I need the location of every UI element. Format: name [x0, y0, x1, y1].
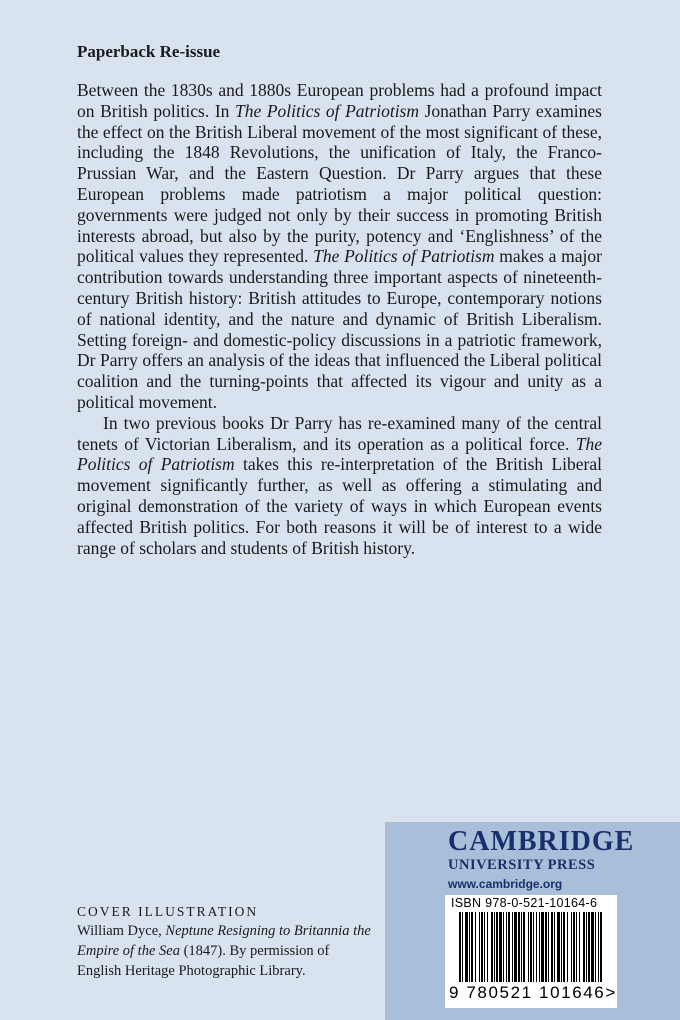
- isbn-barcode: [445, 895, 617, 1008]
- barcode-stripe: [499, 912, 502, 982]
- barcode-stripe: [579, 912, 580, 982]
- isbn-number: 9 780521 101646: [449, 983, 606, 1002]
- publisher-url: www.cambridge.org: [448, 877, 563, 891]
- barcode-stripe: [551, 912, 553, 982]
- barcode-stripe: [479, 912, 480, 982]
- barcode-stripe: [469, 912, 470, 982]
- barcode-stripe: [530, 912, 532, 982]
- barcode-stripe: [528, 912, 529, 982]
- barcode-stripe: [484, 912, 485, 982]
- cover-illustration-credit: [77, 903, 377, 981]
- barcode-stripe: [462, 912, 463, 982]
- barcode-stripe: [471, 912, 473, 982]
- book-title-2: The Politics of Patriotism: [313, 246, 495, 267]
- barcode-stripe: [583, 912, 585, 982]
- paragraph-2: [77, 413, 602, 559]
- isbn-digits: [449, 983, 617, 1003]
- barcode-stripe: [595, 912, 596, 982]
- publisher-panel: [385, 822, 680, 1020]
- barcode-stripe: [600, 912, 602, 982]
- barcode-stripe: [541, 912, 544, 982]
- barcode-stripe: [481, 912, 483, 982]
- barcode-stripe: [567, 912, 568, 982]
- barcode-stripe: [536, 912, 537, 982]
- barcode-stripe: [514, 912, 517, 982]
- barcode-stripe: [598, 912, 599, 982]
- barcode-stripe: [503, 912, 504, 982]
- barcode-stripe: [521, 912, 522, 982]
- barcode-stripe: [554, 912, 555, 982]
- barcode-stripe: [523, 912, 525, 982]
- barcode-stripe: [512, 912, 513, 982]
- paragraph-1-tail: makes a major contribution towards understanding three important aspects of nineteenth-century British history: British attitudes to Europe, contemporary notions of national identity, and the nature and dynamic of British Liberalism. Setting foreign- and domestic-policy discussions in a patriotic framework, Dr Parry offers an analysis of the ideas that influenced the Liberal political coalition and the turning-points that affected its vigour and unity as a political movement.: [77, 246, 602, 412]
- barcode-stripe: [475, 912, 476, 982]
- barcode-stripe: [487, 912, 488, 982]
- paragraph-1-lead: Between the 1830s and 1880s European problems had a profound impact on British politics. In: [77, 80, 602, 121]
- barcode-stripe: [506, 912, 507, 982]
- barcode-stripe: [561, 912, 562, 982]
- cover-artist: William Dyce,: [77, 923, 166, 939]
- barcode-stripe: [491, 912, 493, 982]
- barcode-stripe: [563, 912, 565, 982]
- cover-credit-text: [77, 921, 377, 981]
- barcode-stripe: [518, 912, 520, 982]
- barcode-stripe: [465, 912, 468, 982]
- barcode-stripe: [548, 912, 549, 982]
- barcode-arrow: >: [605, 983, 617, 1002]
- barcode-stripe: [533, 912, 534, 982]
- book-title-1: The Politics of Patriotism: [235, 100, 420, 121]
- barcode-stripe: [591, 912, 594, 982]
- description-text: [77, 80, 602, 558]
- barcode-stripe: [508, 912, 510, 982]
- cover-painting-title: Neptune Resigning to Britannia the Empire of the Sea: [77, 923, 371, 959]
- barcode-stripe: [557, 912, 560, 982]
- paragraph-1: [77, 80, 602, 413]
- publisher-subtitle: UNIVERSITY PRESS: [448, 857, 596, 873]
- barcode-stripe: [496, 912, 498, 982]
- barcode-stripe: [576, 912, 577, 982]
- barcode-stripe: [588, 912, 590, 982]
- paragraph-1-mid: Jonathan Parry examines the effect on the British Liberal movement of the most significant of these, including the 1848 Revolutions, the unification of Italy, the Franco-Prussian War, and the Eastern Question. Dr Parry argues that these European problems made patriotism a major political question: governments were judged not only by their success in promoting British interests abroad, but also by the purity, potency and ‘Englishness’ of the political values they represented.: [77, 100, 602, 267]
- section-heading: Paperback Re-issue: [77, 42, 221, 61]
- cover-label: COVER ILLUSTRATION: [77, 904, 259, 919]
- barcode-stripe: [494, 912, 495, 982]
- isbn-label: ISBN 978-0-521-10164-6: [451, 896, 598, 910]
- barcode-stripe: [545, 912, 547, 982]
- paragraph-2-tail: takes this re-interpretation of the British Liberal movement significantly further, as well as offering a stimulating and original demonstration of the variety of ways in which European events affected British politics. For both reasons it will be of interest to a wide range of scholars and students of British history.: [77, 454, 602, 558]
- paragraph-2-lead: In two previous books Dr Parry has re-examined many of the central tenets of Victorian Liberalism, and its operation as a political force.: [77, 412, 602, 454]
- barcode-stripe: [573, 912, 575, 982]
- barcode-stripe: [571, 912, 572, 982]
- cover-details: (1847). By permission of English Heritage Photographic Library.: [77, 943, 330, 979]
- barcode-stripe: [459, 912, 461, 982]
- publisher-name: CAMBRIDGE: [448, 826, 635, 857]
- book-title-3: The Politics of Patriotism: [77, 433, 602, 475]
- barcode-stripe: [539, 912, 540, 982]
- barcode-stripe: [586, 912, 587, 982]
